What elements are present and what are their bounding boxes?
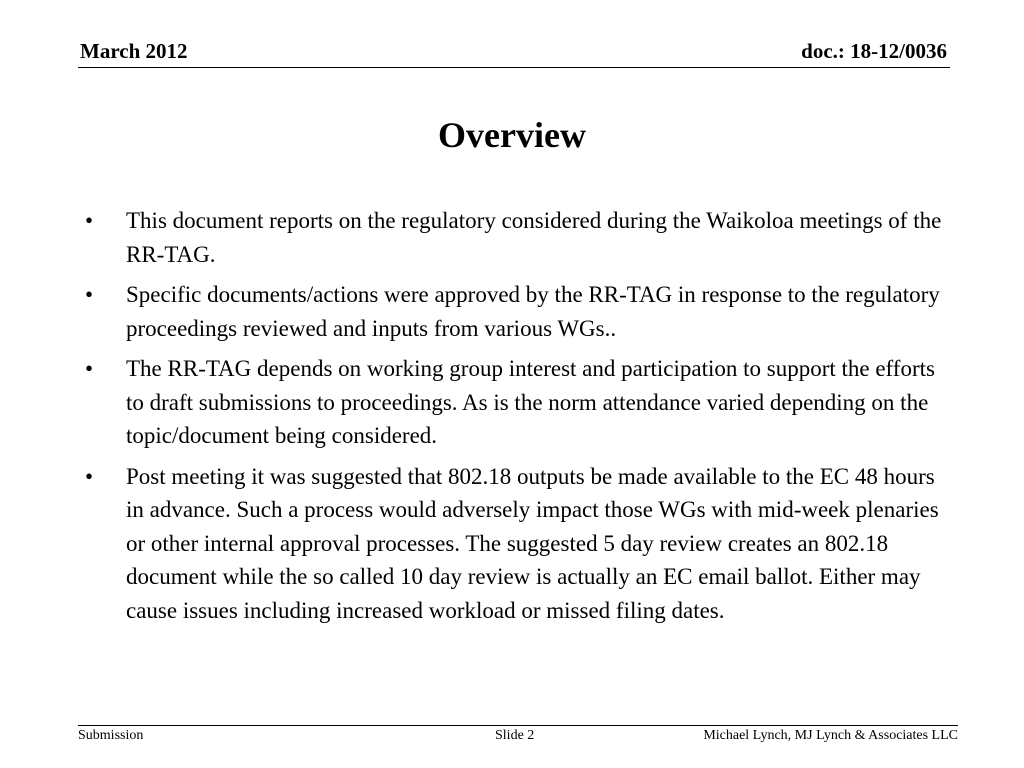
bullet-text: Specific documents/actions were approved by the RR-TAG in response to the regulatory proceedings reviewed and inputs from various WGs.. bbox=[126, 282, 940, 341]
bullet-marker: • bbox=[85, 356, 94, 381]
bullet-list bbox=[85, 204, 955, 634]
bullet-item bbox=[85, 460, 955, 628]
bullet-item bbox=[85, 204, 955, 271]
footer-divider bbox=[78, 725, 958, 726]
bullet-text: This document reports on the regulatory considered during the Waikoloa meetings of the RR-TAG. bbox=[126, 208, 942, 267]
header-date: March 2012 bbox=[80, 39, 188, 63]
header-doc-number: doc.: 18-12/0036 bbox=[801, 39, 947, 63]
footer-submission: Submission bbox=[78, 728, 144, 743]
bullet-text: Post meeting it was suggested that 802.18 outputs be made available to the EC 48 hours in advance. Such a process would adversely impact those WGs with mid-week plenaries or other internal approval processes. The suggested 5 day review creates an 802.18 document while the so called 10 day review is actually an EC email ballot. Either may cause issues including increased workload or missed filing dates. bbox=[126, 463, 939, 623]
bullet-marker: • bbox=[85, 282, 94, 307]
bullet-item bbox=[85, 278, 955, 345]
bullet-marker: • bbox=[85, 463, 94, 489]
footer-author: Michael Lynch, MJ Lynch & Associates LLC bbox=[703, 728, 958, 743]
header-divider bbox=[78, 67, 950, 68]
slide-title: Overview bbox=[438, 115, 586, 155]
bullet-text: The RR-TAG depends on working group interest and participation to support the efforts to draft submissions to proceedings. As is the norm attendance varied depending on the topic/document being considered. bbox=[126, 356, 935, 448]
bullet-marker: • bbox=[85, 208, 94, 233]
bullet-item bbox=[85, 352, 955, 453]
footer-slide-number: Slide 2 bbox=[495, 728, 535, 743]
